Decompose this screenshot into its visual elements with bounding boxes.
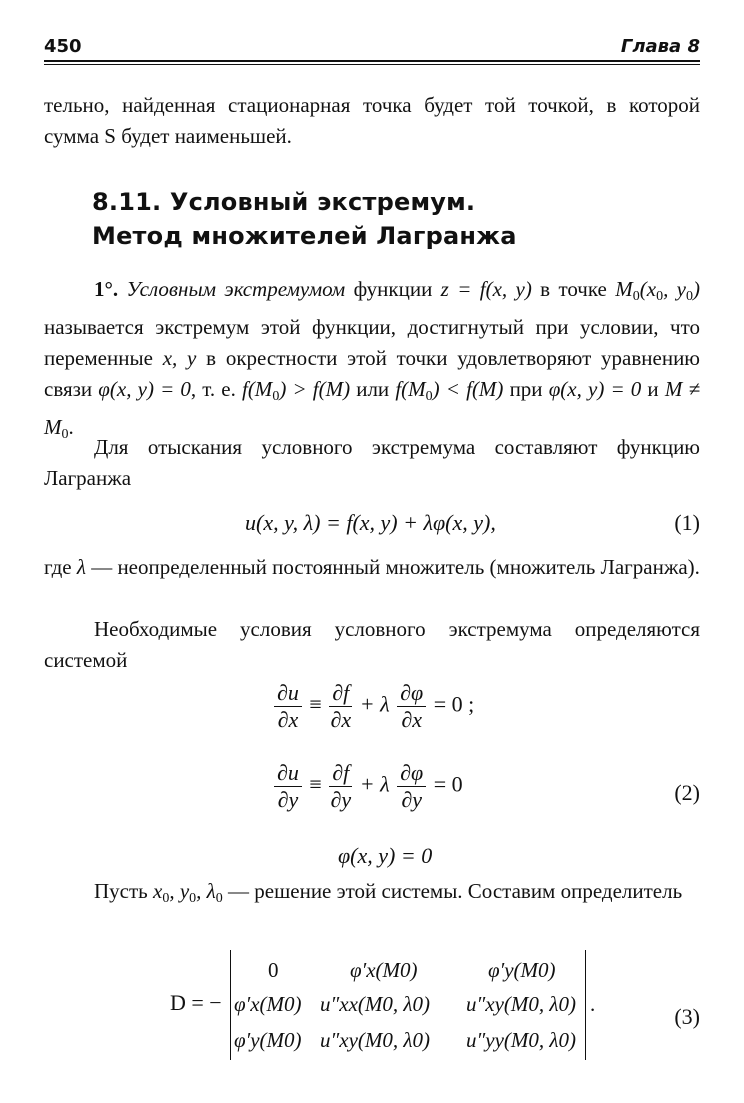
det-cell-3-3: u″yy(M0, λ0) — [466, 1028, 576, 1052]
formula: z = f(x, y) — [440, 277, 532, 301]
determinant-D — [170, 950, 620, 1060]
formula: $f(M_0) < f(M)$ — [395, 377, 504, 404]
determinant-left-bar — [230, 950, 231, 1060]
det-cell-2-3: u″xy(M0, λ0) — [466, 992, 576, 1016]
text-run: или — [350, 377, 396, 401]
system-equation-3: φ(x, y) = 0 — [338, 843, 433, 868]
equation-1: u(x, y, λ) = f(x, y) + λφ(x, y), — [245, 510, 496, 535]
determinant-period: . — [590, 992, 596, 1016]
definition-paragraph — [44, 274, 700, 450]
equation-2-number: (2) — [674, 780, 700, 805]
defined-term: Условным экстремумом — [126, 277, 346, 301]
formula: φ(x, y) = 0 — [98, 377, 191, 401]
determinant-label: D = − — [170, 990, 222, 1015]
formula: x, y — [162, 346, 197, 370]
text-run: называется экстремум этой функции, достигнутый при условии, что переменные — [44, 315, 700, 370]
equation-3-number: (3) — [674, 1004, 700, 1029]
det-cell-3-1: φ′y(M0) — [234, 1028, 302, 1052]
det-cell-2-1: φ′x(M0) — [234, 992, 302, 1016]
conditions-paragraph: Необходимые условия условного экстремума определяются системой — [44, 617, 700, 672]
item-marker: 1°. — [94, 277, 119, 301]
system-equation-1: $\frac{\partial u}{\partial x}$ ≡ $\frac{\partial f}{\partial x}$ + λ $\frac{\partial\varphi}{\partial x}$ = 0 ; — [272, 680, 474, 733]
formula: λ — [76, 555, 86, 579]
formula: $x_0$, $y_0$, $\lambda_0$ — [153, 879, 223, 906]
det-cell-3-2: u″xy(M0, λ0) — [320, 1028, 430, 1052]
det-cell-1-2: φ′x(M0) — [350, 958, 418, 982]
text-run: , т. е. — [190, 377, 242, 401]
text-run: в точке — [531, 277, 616, 301]
section-title-line2: Метод множителей Лагранжа — [92, 222, 517, 250]
formula: $f(M_0) > f(M)$ — [241, 377, 351, 404]
formula: $M \ne M_0$ — [44, 377, 700, 442]
text-run: где — [44, 555, 77, 579]
det-cell-2-2: u″xx(M0, λ0) — [320, 992, 430, 1016]
equation-1-number: (1) — [674, 510, 700, 535]
text-run: — неопределенный постоянный множитель (множитель Лагранжа). — [85, 555, 700, 579]
running-header — [44, 30, 700, 60]
formula: φ(x, y) = 0 — [548, 377, 642, 401]
header-rule-thin — [44, 64, 700, 65]
text-run: в окрестности этой точки удовлетворяют уравнению связи — [44, 346, 700, 401]
lambda-paragraph — [44, 552, 700, 583]
det-cell-1-3: φ′y(M0) — [488, 958, 556, 982]
chapter-label: Глава 8 — [620, 36, 700, 57]
text-run: и — [641, 377, 665, 401]
determinant-paragraph — [44, 876, 700, 914]
determinant-right-bar — [585, 950, 586, 1060]
header-rule-thick — [44, 60, 700, 62]
lagrange-intro-paragraph: Для отыскания условного экстремума составляют функцию Лагранжа — [44, 435, 700, 490]
text-run: функции — [345, 277, 441, 301]
system-equation-2: $\frac{\partial u}{\partial y}$ ≡ $\frac{\partial f}{\partial y}$ + λ $\frac{\partial\varphi}{\partial y}$ = 0 — [272, 760, 463, 813]
text-run: Пусть — [94, 879, 153, 903]
intro-paragraph: тельно, найденная стационарная точка будет той точкой, в которой сумма S будет наименьшей. — [44, 93, 700, 148]
formula: $M_0(x_0$, $y_0$) — [615, 277, 700, 304]
det-cell-1-1: 0 — [268, 958, 279, 982]
text-run: — решение этой системы. Составим определитель — [222, 879, 683, 903]
page-number: 450 — [44, 36, 82, 57]
section-title-line1: 8.11. Условный экстремум. — [92, 188, 476, 216]
text-run: . — [68, 415, 74, 439]
text-run: при — [503, 377, 549, 401]
